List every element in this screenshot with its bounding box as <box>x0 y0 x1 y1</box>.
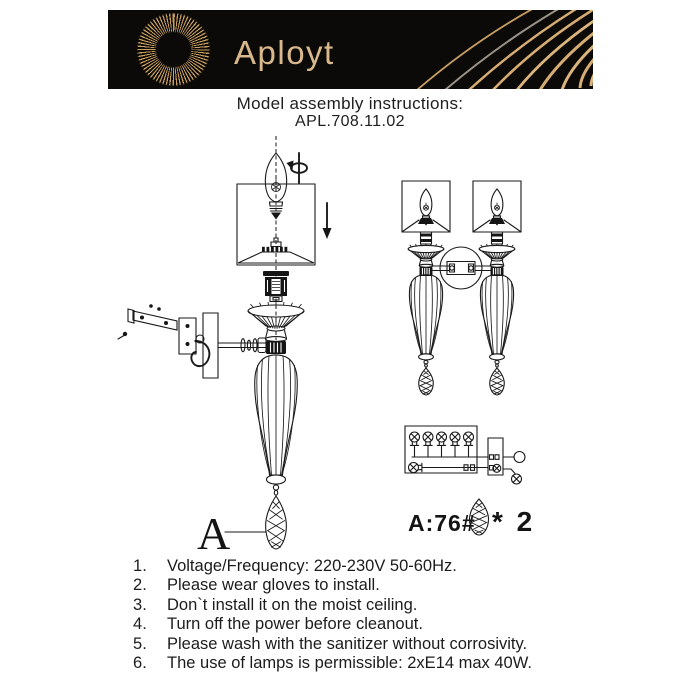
brand-name: Aployt <box>234 34 335 71</box>
lamp-socket <box>263 271 289 302</box>
part-spec: A:76# <box>408 510 476 536</box>
rotate-arrow-icon <box>287 153 308 183</box>
exploded-view <box>118 136 332 559</box>
instruction-item: Voltage/Frequency: 220-230V 50-60Hz. <box>167 557 457 575</box>
part-label: A <box>197 508 231 559</box>
wall-bracket <box>118 304 266 378</box>
crystal-drop-icon <box>266 496 287 549</box>
instruction-item: Don`t install it on the moist ceiling. <box>167 595 418 614</box>
part-qty: * 2 <box>492 506 536 537</box>
assembled-view <box>402 181 521 395</box>
glass-body <box>255 355 297 495</box>
sconce-unit-right <box>473 181 521 395</box>
instruction-item: Turn off the power before cleanout. <box>167 615 423 634</box>
sconce-unit-left <box>402 181 450 395</box>
instruction-item: Please wear gloves to install. <box>167 576 380 595</box>
instruction-item: Please wash with the sanitizer without corrosivity. <box>167 634 528 653</box>
collar <box>266 341 286 354</box>
down-arrow-icon <box>323 203 332 239</box>
model-number: APL.708.11.02 <box>295 113 405 130</box>
wiring-diagram <box>405 426 525 484</box>
page-title: Model assembly instructions: <box>236 94 464 113</box>
instruction-item: The use of lamps is permissible: 2xE14 max 40W. <box>167 654 532 673</box>
parts-legend <box>408 499 535 537</box>
instructions-list <box>133 557 593 673</box>
